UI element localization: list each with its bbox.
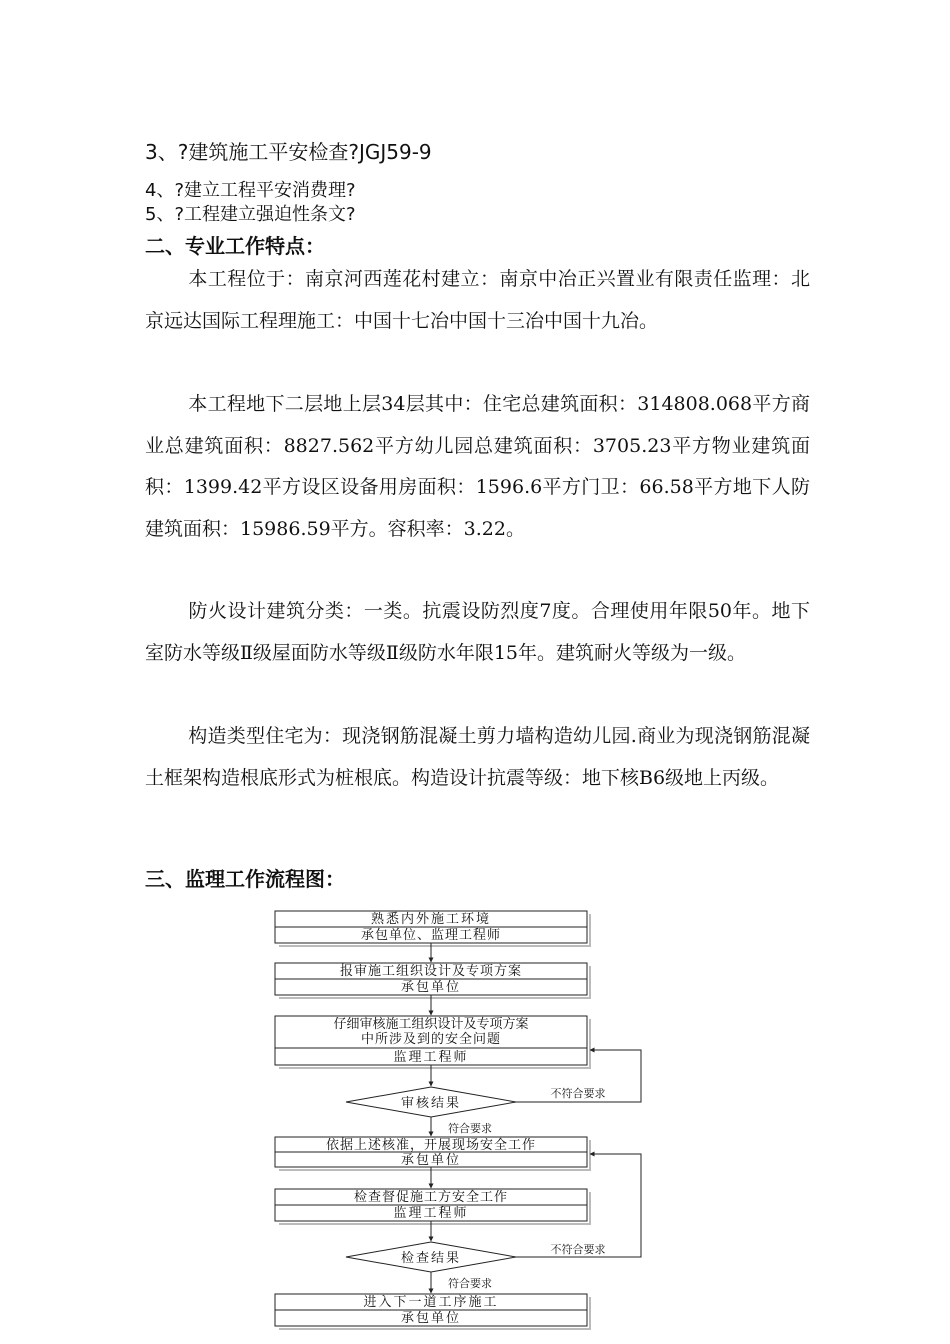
flow-step-2-bottom: 承包单位 (400, 980, 462, 995)
flow-decision-2-label: 检查结果 (400, 1251, 462, 1266)
flow-step-3-bottom: 监理工程师 (393, 1050, 469, 1065)
flow-step-3-top-line1: 仔细审核施工组织设计及专项方案 (333, 1017, 529, 1032)
flow-step-2-top: 报审施工组织设计及专项方案 (339, 964, 523, 979)
flow-step-5-top: 检查督促施工方安全工作 (353, 1190, 509, 1205)
flow-step-1-top: 熟悉内外施工环境 (370, 912, 492, 927)
flow-step-3-top-line2: 中所涉及到的安全问题 (360, 1032, 502, 1047)
flow-step-1-bottom: 承包单位、监理工程师 (360, 928, 502, 943)
flow-decision-1-label: 审核结果 (400, 1096, 462, 1111)
flow-step-6-bottom: 承包单位 (400, 1311, 462, 1326)
reference-item-4: 4、?建立工程平安消费理? (145, 180, 356, 201)
paragraph-project-location: 本工程位于：南京河西莲花村建立：南京中冶正兴置业有限责任监理：北京远达国际工程理施工：中国十七冶中国十三冶中国十九冶。 (145, 268, 810, 332)
flow-step-5-bottom: 监理工程师 (393, 1206, 469, 1221)
paragraph-building-area: 本工程地下二层地上层34层其中：住宅总建筑面积：314808.068平方商业总建筑面积：8827.562平方幼儿园总建筑面积：3705.23平方物业建筑面积：1399.42平方设区设备用房面积：1596.6平方门卫：66.58平方地下人防建筑面积：15986.59平方。容积率：3.22。 (145, 393, 810, 540)
reference-item-5: 5、?工程建立强迫性条文? (145, 204, 356, 225)
section-heading-flowchart: 三、监理工作流程图： (145, 867, 345, 891)
flow-decision-1-yes: 符合要求 (448, 1122, 492, 1135)
section-heading-features: 二、专业工作特点： (145, 234, 325, 258)
flow-step-4-top: 依据上述核准，开展现场安全工作 (325, 1138, 537, 1153)
flow-decision-2-yes: 符合要求 (448, 1277, 492, 1290)
flow-step-6-top: 进入下一道工序施工 (363, 1295, 499, 1310)
flow-step-4-bottom: 承包单位 (400, 1153, 462, 1168)
flow-decision-2-no: 不符合要求 (550, 1243, 606, 1256)
paragraph-structure-type: 构造类型住宅为：现浇钢筋混凝土剪力墙构造幼儿园.商业为现浇钢筋混凝土框架构造根底形式为桩根底。构造设计抗震等级：地下核B6级地上丙级。 (145, 725, 810, 789)
paragraph-fire-design: 防火设计建筑分类：一类。抗震设防烈度7度。合理使用年限50年。地下室防水等级Ⅱ级屋面防水等级Ⅱ级防水年限15年。建筑耐火等级为一级。 (145, 600, 810, 664)
reference-item-3: 3、?建筑施工平安检查?JGJ59-9 (145, 140, 432, 164)
flow-decision-1-no: 不符合要求 (550, 1087, 606, 1100)
